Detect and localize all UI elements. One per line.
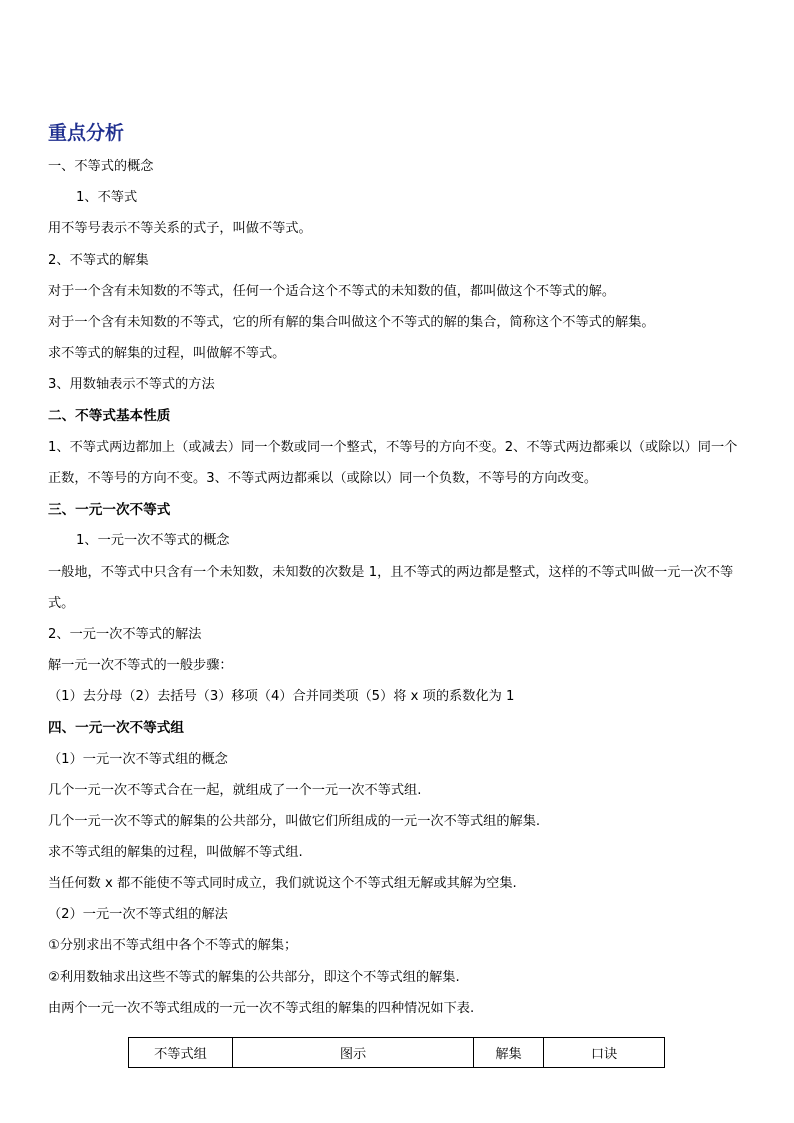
section-title-1: 一、不等式的概念 — [48, 159, 154, 174]
paragraph: 1、不等式两边都加上（或减去）同一个数或同一个整式，不等号的方向不变。2、不等式两边都乘以（或除以）同一个正数，不等号的方向不变。3、不等式两边都乘以（或除以）同一个负数，不等号的方向改变。 — [48, 440, 738, 486]
table-header-row — [129, 1038, 665, 1068]
table-header-cell: 解集 — [474, 1038, 544, 1068]
paragraph: 几个一元一次不等式的解集的公共部分，叫做它们所组成的一元一次不等式组的解集. — [48, 814, 541, 829]
paragraph: 一般地，不等式中只含有一个未知数，未知数的次数是 1，且不等式的两边都是整式，这样的不等式叫做一元一次不等式。 — [48, 565, 734, 611]
table-header-cell: 不等式组 — [129, 1038, 233, 1068]
paragraph: 求不等式的解集的过程，叫做解不等式。 — [48, 346, 286, 361]
subheading: （2）一元一次不等式组的解法 — [48, 907, 228, 922]
inequality-table — [128, 1037, 665, 1068]
table-header-cell: 图示 — [233, 1038, 474, 1068]
paragraph: 几个一元一次不等式合在一起，就组成了一个一元一次不等式组. — [48, 783, 422, 798]
paragraph: 当任何数 x 都不能使不等式同时成立，我们就说这个不等式组无解或其解为空集. — [48, 876, 517, 891]
paragraph: 用不等号表示不等关系的式子，叫做不等式。 — [48, 221, 312, 236]
paragraph: 由两个一元一次不等式组成的一元一次不等式组的解集的四种情况如下表. — [48, 1001, 475, 1016]
paragraph: ②利用数轴求出这些不等式的解集的公共部分，即这个不等式组的解集. — [48, 970, 460, 985]
section-heading: 重点分析 — [48, 122, 125, 144]
paragraph: ①分别求出不等式组中各个不等式的解集； — [48, 938, 298, 953]
section-title-4: 四、一元一次不等式组 — [48, 720, 184, 736]
section-title-2: 二、不等式基本性质 — [48, 408, 171, 424]
subheading: （1）一元一次不等式组的概念 — [48, 752, 228, 767]
subheading: 3、用数轴表示不等式的方法 — [48, 377, 215, 392]
subheading: 1、不等式 — [76, 190, 138, 205]
section-title-3: 三、一元一次不等式 — [48, 502, 171, 518]
paragraph: （1）去分母（2）去括号（3）移项（4）合并同类项（5）将 x 项的系数化为 1 — [48, 689, 515, 704]
subheading: 2、一元一次不等式的解法 — [48, 627, 202, 642]
subheading: 1、一元一次不等式的概念 — [76, 533, 230, 548]
subheading: 2、不等式的解集 — [48, 253, 149, 268]
paragraph: 对于一个含有未知数的不等式，它的所有解的集合叫做这个不等式的解的集合，简称这个不等式的解集。 — [48, 315, 655, 330]
paragraph: 对于一个含有未知数的不等式，任何一个适合这个不等式的未知数的值，都叫做这个不等式的解。 — [48, 284, 616, 299]
table-header-cell: 口诀 — [544, 1038, 665, 1068]
paragraph: 解一元一次不等式的一般步骤： — [48, 658, 233, 673]
paragraph: 求不等式组的解集的过程，叫做解不等式组. — [48, 845, 303, 860]
